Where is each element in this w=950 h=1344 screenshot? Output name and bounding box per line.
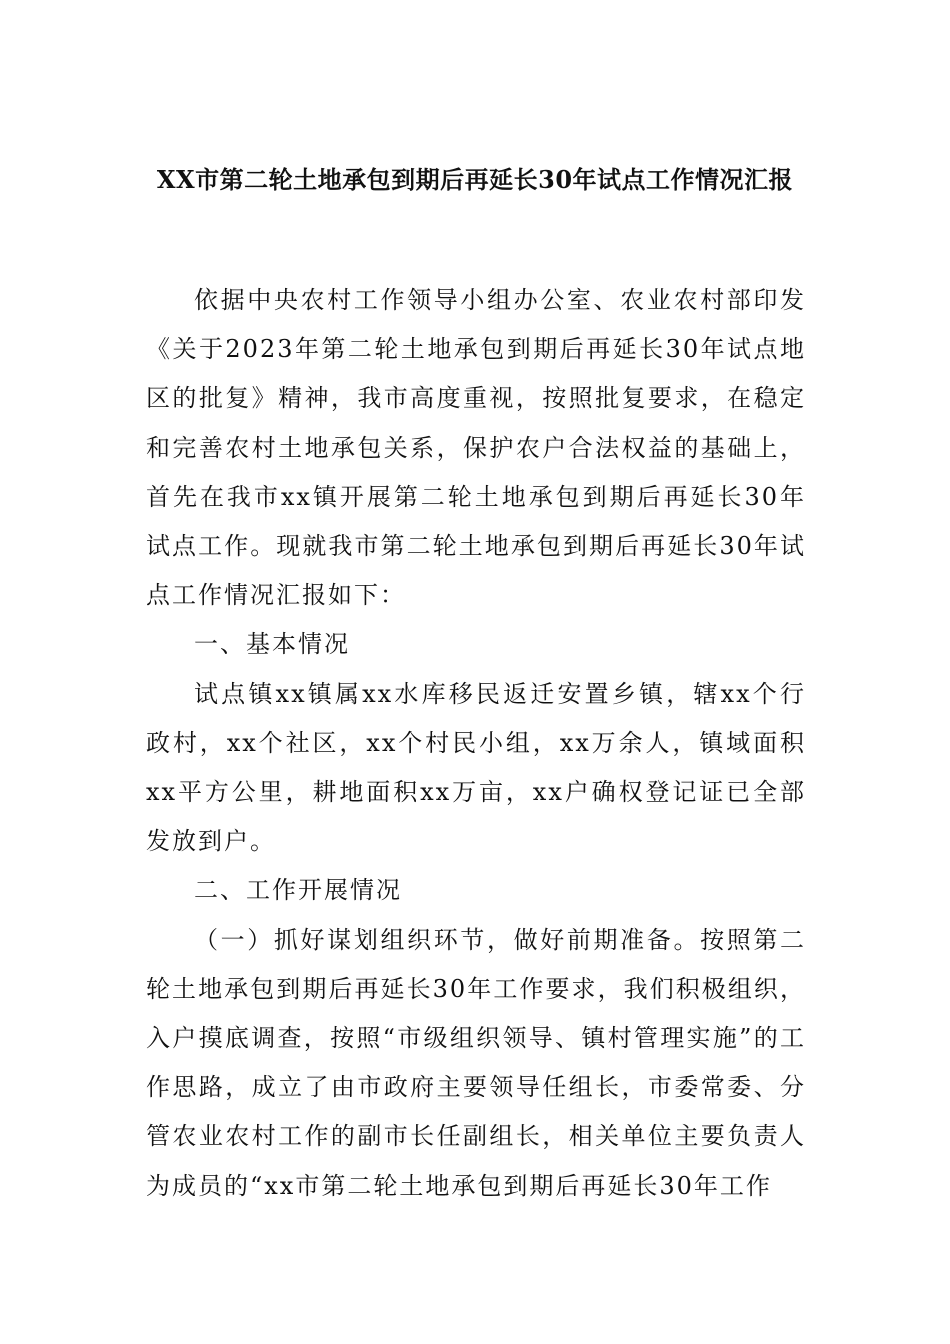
section-heading-work-progress: 二、工作开展情况 xyxy=(194,876,402,905)
document-body xyxy=(146,276,806,1211)
work-progress-paragraph: （一）抓好谋划组织环节，做好前期准备。按照第二轮土地承包到期后再延长30年工作要求，我们积极组织，入户摸底调查，按照“市级组织领导、镇村管理实施”的工作思路，成立了由市政府主要领导任组长，市委常委、分管农业农村工作的副市长任副组长，相关单位主要负责人为成员的“xx市第二轮土地承包到期后再延长30年工作 xyxy=(146,925,806,1200)
section-heading-basic-situation: 一、基本情况 xyxy=(194,630,350,659)
basic-situation-paragraph: 试点镇xx镇属xx水库移民返迁安置乡镇，辖xx个行政村，xx个社区，xx个村民小组，xx万余人，镇域面积xx平方公里，耕地面积xx万亩，xx户确权登记证已全部发放到户。 xyxy=(146,679,806,856)
intro-paragraph: 依据中央农村工作领导小组办公室、农业农村部印发《关于2023年第二轮土地承包到期后再延长30年试点地区的批复》精神，我市高度重视，按照批复要求，在稳定和完善农村土地承包关系，保护农户合法权益的基础上，首先在我市xx镇开展第二轮土地承包到期后再延长30年试点工作。现就我市第二轮土地承包到期后再延长30年试点工作情况汇报如下： xyxy=(146,286,806,610)
document-title: XX市第二轮土地承包到期后再延长30年试点工作情况汇报 xyxy=(156,165,794,194)
